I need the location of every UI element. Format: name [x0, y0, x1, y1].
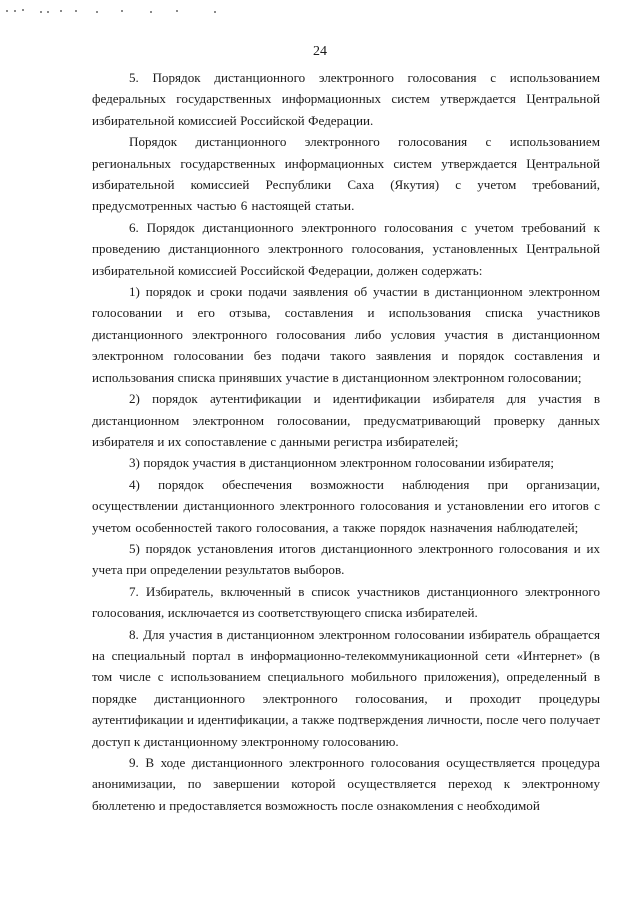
paragraph-5: 5. Порядок дистанционного электронного голосования с использованием федеральных государственных информационных систем утверждается Центральной избирательной комиссией Российской Федерации.: [92, 70, 600, 128]
document-body: [92, 67, 600, 816]
paragraph-6-item-2: 2) порядок аутентификации и идентификации избирателя для участия в дистанционном электронном голосовании, предусматривающий проверку данных избирателя и их сопоставление с данными регистра избирателей;: [92, 391, 600, 449]
scan-artifact-marks: [0, 4, 240, 18]
paragraph-7: 7. Избиратель, включенный в список участников дистанционного электронного голосования, исключается из соответствующего списка избирателей.: [92, 583, 600, 621]
paragraph-6-item-3: 3) порядок участия в дистанционном электронном голосовании избирателя;: [129, 455, 555, 471]
paragraph-6-item-1: 1) порядок и сроки подачи заявления об участии в дистанционном электронном голосовании и его отзыва, составления и использования списка участников дистанционного электронного голосования либо условия участия в дистанционном электронном голосовании без подачи такого заявления и порядок составления и использования списка принявших участие в дистанционном электронном голосовании;: [92, 284, 600, 385]
paragraph-9: 9. В ходе дистанционного электронного голосования осуществляется процедура анонимизации, по завершении которой осуществляется переход к электронному бюллетеню и предоставляется возможность после ознакомления с необходимой: [92, 755, 600, 813]
page-number: 24: [313, 44, 327, 59]
paragraph-5-regional: Порядок дистанционного электронного голосования с использованием региональных государственных информационных систем утверждается Центральной избирательной комиссией Республики Саха (Якутия) с учетом требований, предусмотренных частью 6 настоящей статьи.: [92, 134, 600, 214]
paragraph-8: 8. Для участия в дистанционном электронном голосовании избиратель обращается на специальный портал в информационно-телекоммуникационной сети «Интернет» (в том числе с использованием специального мобильного приложения), определенный в порядке дистанционного электронного голосования, и проходит процедуры аутентификации и идентификации, а также подтверждения личности, после чего получает доступ к дистанционному электронному голосованию.: [92, 626, 600, 749]
paragraph-6: 6. Порядок дистанционного электронного голосования с учетом требований к проведению дистанционного электронного голосования, установленных Центральной избирательной комиссией Российской Федерации, должен содержать:: [92, 219, 600, 278]
paragraph-6-item-4: 4) порядок обеспечения возможности наблюдения при организации, осуществлении дистанционного электронного голосования и установлении его итогов с учетом особенностей такого голосования, а также порядок назначения наблюдателей;: [92, 476, 600, 535]
paragraph-6-item-5: 5) порядок установления итогов дистанционного электронного голосования и их учета при определении результатов выборов.: [92, 540, 600, 578]
